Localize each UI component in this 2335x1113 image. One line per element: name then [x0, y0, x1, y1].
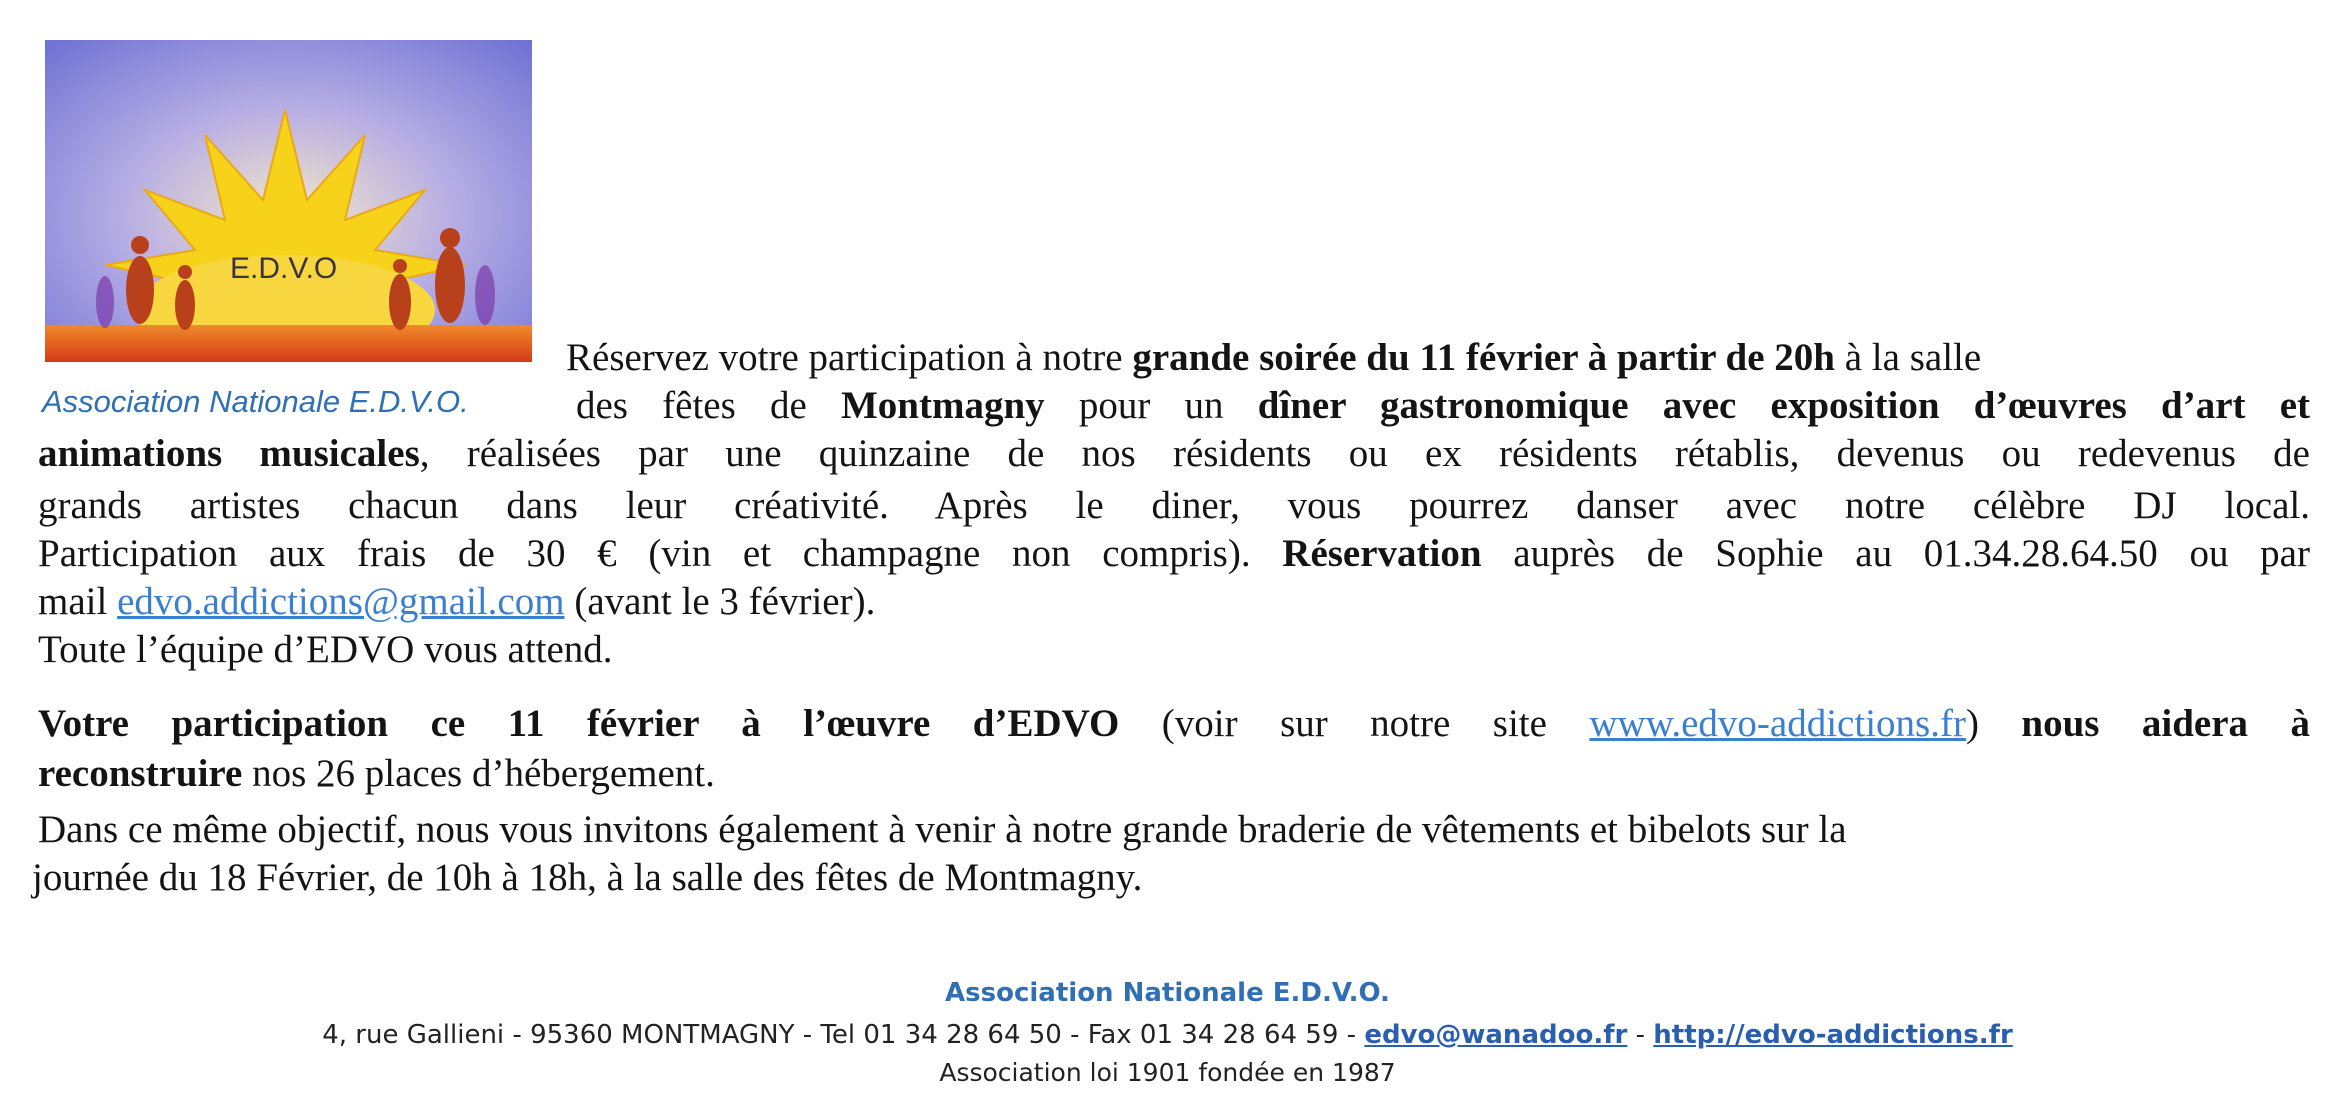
venue-highlight: Montmagny [840, 384, 1045, 427]
logo-caption: Association Nationale E.D.V.O. [42, 384, 469, 419]
body-line-9 [38, 750, 715, 797]
text-fragment: Réservez votre participation à notre [566, 336, 1133, 379]
body-line-10: Dans ce même objectif, nous vous invitons également à venir à notre grande braderie de vêtements et bibelots sur la [38, 808, 1847, 851]
body-line-11: journée du 18 Février, de 10h à 18h, à la salle des fêtes de Montmagny. [32, 856, 1143, 899]
rebuild-highlight: reconstruire [38, 752, 243, 795]
logo-label: E.D.V.O [230, 252, 338, 285]
body-line-5 [38, 530, 2310, 577]
body-line-2 [576, 382, 2310, 429]
text-fragment: (voir sur notre site [1119, 702, 1590, 745]
text-fragment: à la salle [1835, 336, 1982, 379]
edvo-logo [45, 40, 532, 362]
footer-founded: Association loi 1901 fondée en 1987 [939, 1058, 1396, 1087]
website-link[interactable]: www.edvo-addictions.fr [1589, 702, 1966, 745]
body-line-6 [38, 578, 875, 625]
footer-address: 4, rue Gallieni - 95360 MONTMAGNY - Tel 01 34 28 64 50 - Fax 01 34 28 64 59 - [322, 1020, 1365, 1050]
text-fragment: , réalisées par une quinzaine de nos résidents ou ex résidents rétablis, devenus ou redevenus de [419, 432, 2310, 475]
footer-contact [0, 1020, 2335, 1050]
body-line-4: grands artistes chacun dans leur créativité. Après le diner, vous pourrez danser avec notre célèbre DJ local. [38, 484, 2310, 527]
text-fragment: des fêtes de [576, 384, 841, 427]
text-fragment: mail [38, 580, 118, 623]
body-line-3 [38, 430, 2310, 477]
text-fragment: (avant le 3 février). [564, 580, 876, 623]
dinner-highlight: dîner gastronomique avec exposition d’œuvres d’art et [1257, 384, 2310, 427]
text-fragment: ) [1965, 702, 2022, 745]
help-highlight: nous aidera à [2021, 702, 2311, 745]
text-fragment: auprès de Sophie au 01.34.28.64.50 ou par [1481, 532, 2310, 575]
participation-highlight: Votre participation ce 11 février à l’œuvre d’EDVO [38, 702, 1120, 745]
body-line-1 [566, 334, 1981, 381]
email-link[interactable]: edvo.addictions@gmail.com [117, 580, 565, 623]
text-fragment: nos 26 places d’hébergement. [242, 752, 715, 795]
reservation-highlight: Réservation [1282, 532, 1482, 575]
footer-email-link[interactable]: edvo@wanadoo.fr [1364, 1020, 1628, 1050]
body-line-8 [38, 700, 2310, 747]
text-fragment: Participation aux frais de 30 € (vin et champagne non compris). [38, 532, 1283, 575]
animations-highlight: animations musicales [38, 432, 420, 475]
footer-website-link[interactable]: http://edvo-addictions.fr [1653, 1020, 2013, 1050]
body-line-7: Toute l’équipe d’EDVO vous attend. [38, 628, 613, 671]
footer-title: Association Nationale E.D.V.O. [945, 978, 1390, 1008]
event-date-highlight: grande soirée du 11 février à partir de 20h [1132, 336, 1835, 379]
text-fragment: pour un [1044, 384, 1258, 427]
footer-separator: - [1627, 1020, 1654, 1050]
